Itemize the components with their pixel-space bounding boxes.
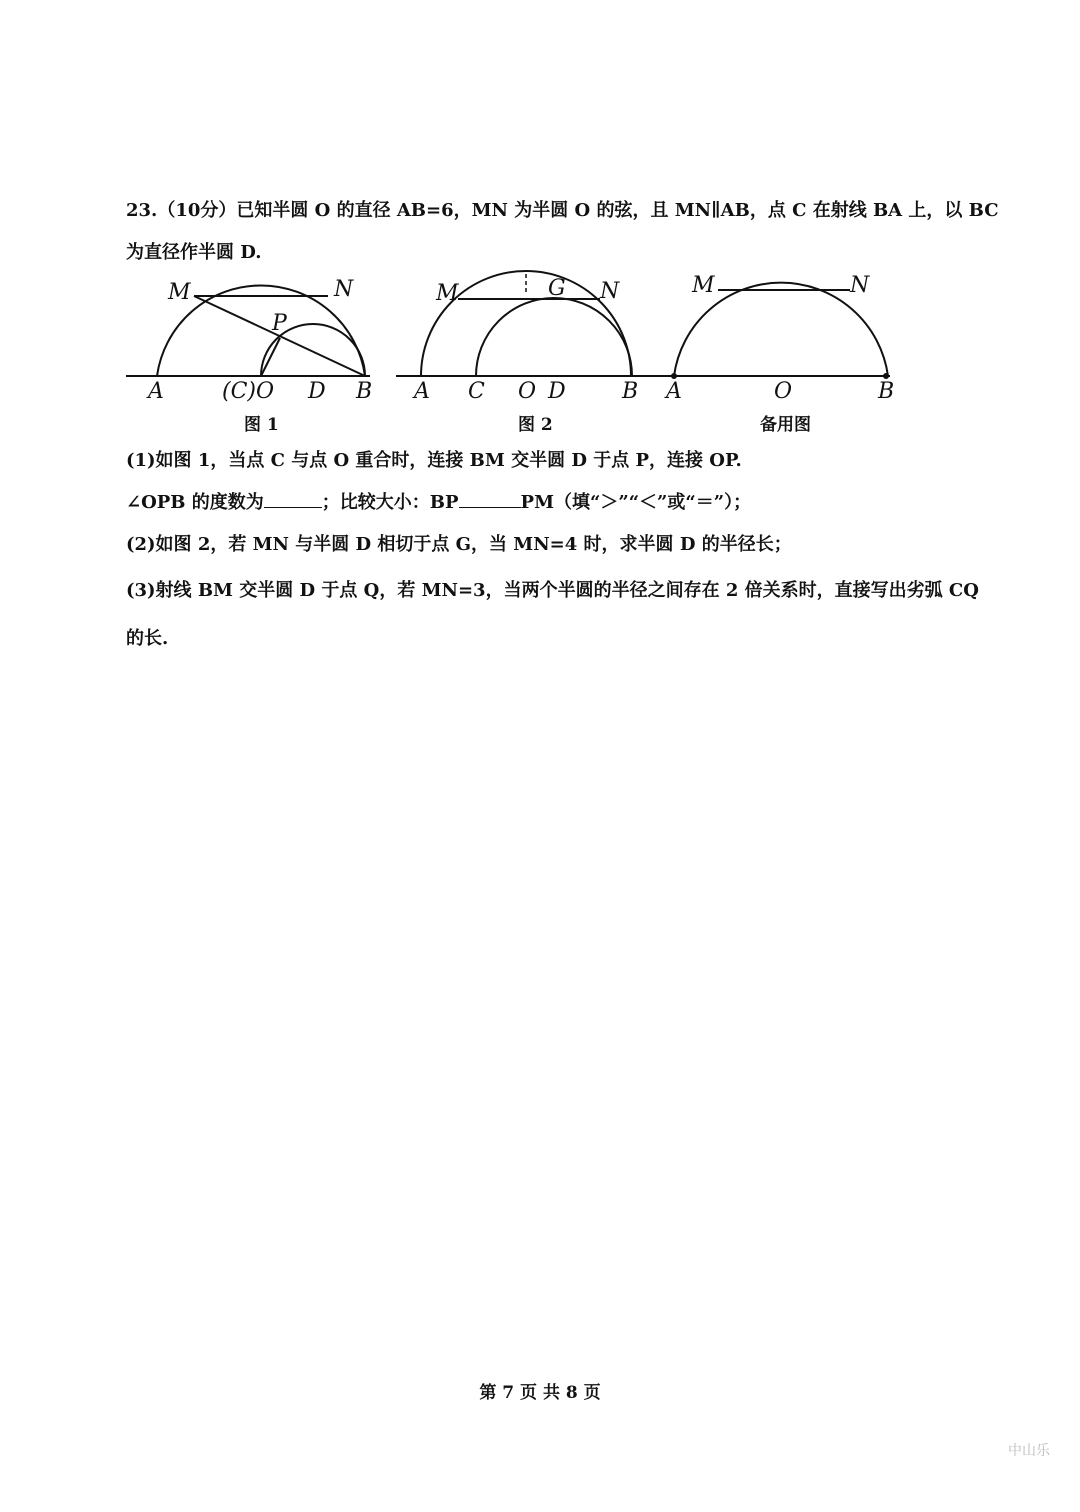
fig2-label-O: O	[518, 379, 537, 404]
page-footer: 第 7 页 共 8 页	[479, 1383, 601, 1403]
watermark: 中山乐	[1008, 1443, 1050, 1459]
figure-spare	[664, 273, 894, 404]
figure-2	[396, 271, 680, 404]
fig3-label-M: M	[692, 273, 715, 298]
fig2-label-A: A	[414, 379, 430, 404]
fig3-label-O: O	[774, 379, 793, 404]
question-1b	[126, 488, 751, 514]
fig2-label-D: D	[548, 379, 566, 404]
fig3-label-N: N	[850, 273, 870, 298]
question-3a: (3)射线 BM 交半圆 D 于点 Q，若 MN=3，当两个半圆的半径之间存在 2 倍关系时，直接写出劣弧 CQ	[126, 580, 979, 601]
fig2-label-M: M	[436, 281, 459, 306]
fig2-label-B: B	[622, 379, 639, 404]
q1b-middle: ；比较大小：BP	[321, 492, 459, 513]
fig3-label-B: B	[878, 379, 895, 404]
problem-statement-line2: 为直径作半圆 D.	[126, 242, 262, 263]
fig2-label-N: N	[600, 279, 620, 304]
problem-statement-line1: 23.（10分）已知半圆 O 的直径 AB=6，MN 为半圆 O 的弦，且 MN∥AB，点 C 在射线 BA 上，以 BC	[126, 200, 999, 221]
fig3-label-A: A	[666, 379, 682, 404]
figure-1	[126, 277, 372, 404]
answer-blank-angle[interactable]	[264, 491, 322, 508]
q1b-suffix: PM（填“＞”“＜”或“＝”）；	[520, 492, 752, 513]
fig1-label-P: P	[272, 311, 287, 336]
fig1-label-B: B	[356, 379, 373, 404]
fig2-caption: 图 2	[518, 415, 553, 435]
question-3b: 的长.	[126, 628, 169, 649]
fig2-label-C: C	[468, 379, 485, 404]
fig2-label-G: G	[548, 276, 566, 301]
fig1-label-N: N	[334, 277, 354, 302]
question-2: (2)如图 2，若 MN 与半圆 D 相切于点 G，当 MN=4 时，求半圆 D 的半径长；	[126, 534, 792, 555]
fig1-label-A: A	[148, 379, 164, 404]
answer-blank-compare[interactable]	[459, 491, 521, 508]
fig1-caption: 图 1	[244, 415, 279, 435]
fig1-label-M: M	[168, 280, 191, 305]
fig1-label-D: D	[308, 379, 326, 404]
fig3-caption: 备用图	[760, 415, 811, 435]
question-1a: (1)如图 1，当点 C 与点 O 重合时，连接 BM 交半圆 D 于点 P，连接 OP.	[126, 450, 742, 471]
q1b-prefix: ∠OPB 的度数为	[126, 492, 264, 513]
fig1-label-CO: (C)O	[222, 379, 275, 404]
